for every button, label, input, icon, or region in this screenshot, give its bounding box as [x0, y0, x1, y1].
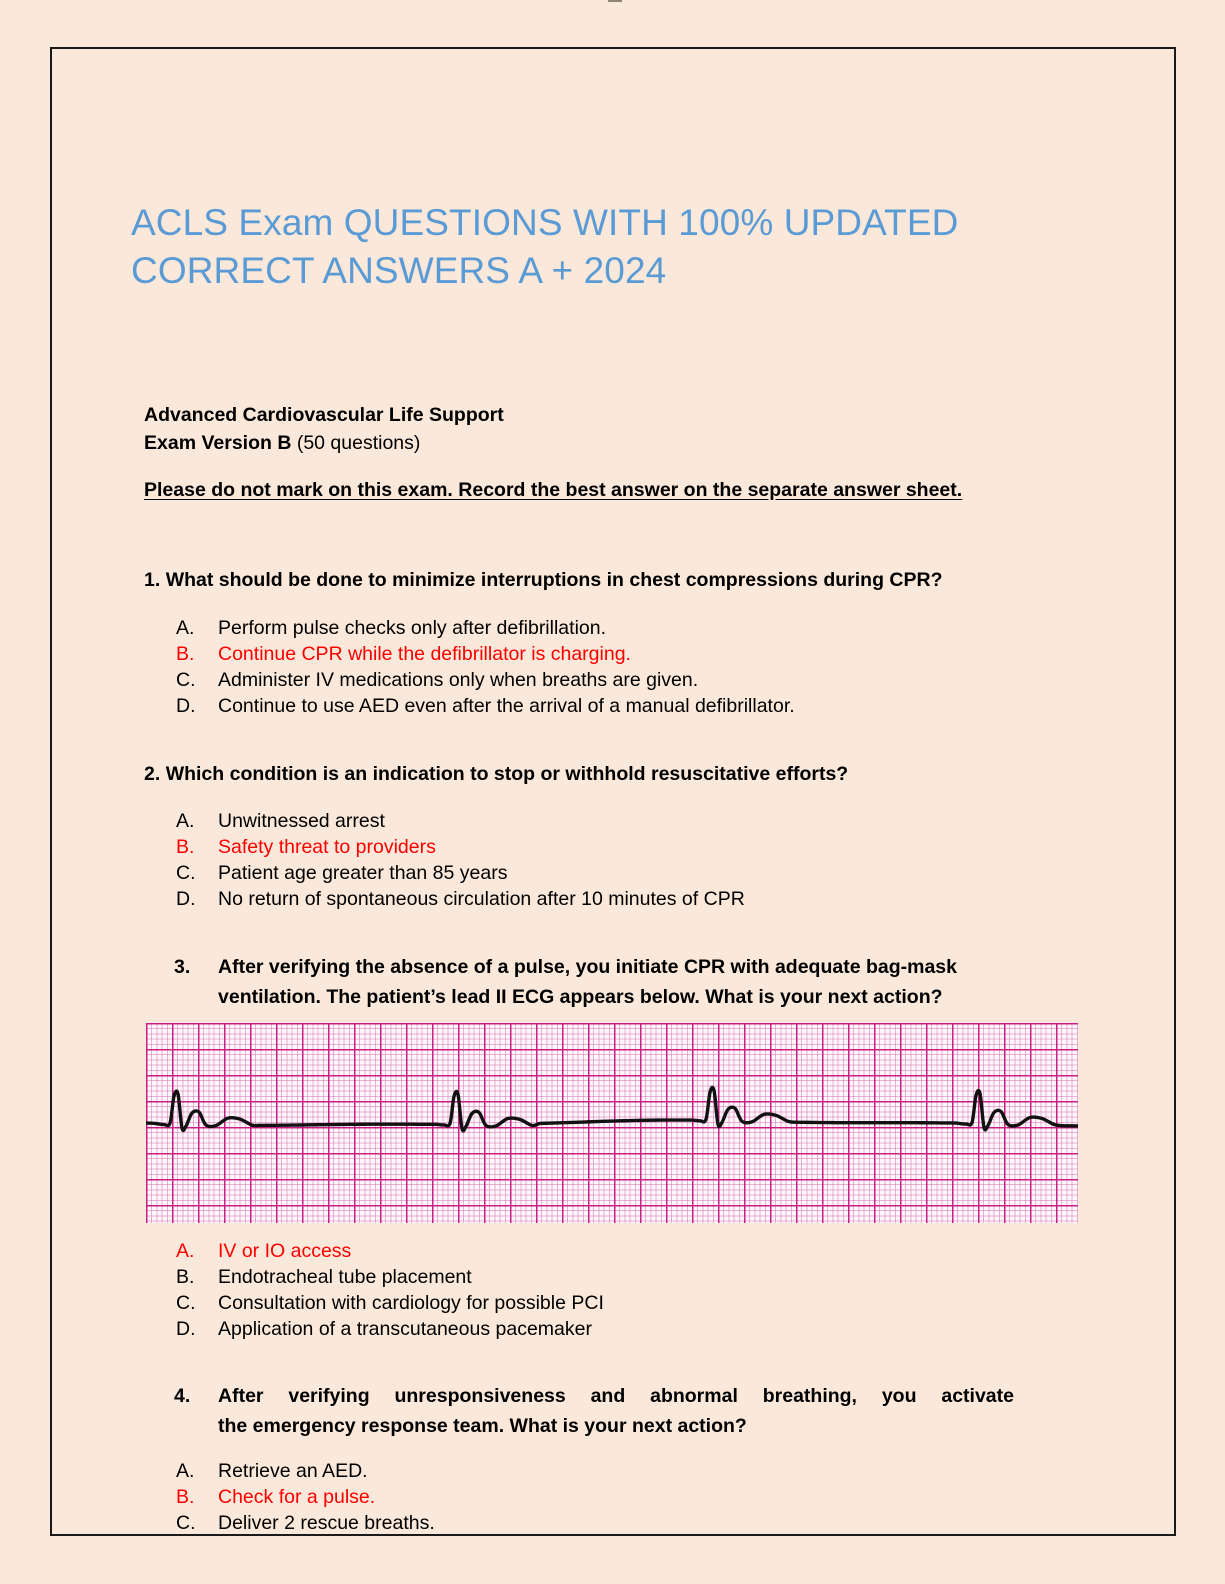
exam-version-label: Exam Version B [144, 432, 292, 454]
option-letter: D. [176, 1318, 196, 1340]
option-text: Deliver 2 rescue breaths. [218, 1512, 435, 1534]
question-2-stem [144, 759, 848, 789]
course-name: Advanced Cardiovascular Life Support [144, 404, 504, 426]
option-text: Unwitnessed arrest [218, 810, 385, 832]
question-4-text-line2: the emergency response team. What is your next action? [218, 1415, 747, 1437]
option-2a[interactable] [176, 808, 745, 834]
option-text: Check for a pulse. [218, 1486, 376, 1508]
option-letter: A. [176, 617, 195, 639]
option-1d[interactable] [176, 693, 795, 719]
question-1-number: 1. [144, 569, 161, 591]
option-text: Continue CPR while the defibrillator is charging. [218, 643, 631, 665]
option-2b[interactable] [176, 834, 745, 860]
option-letter: D. [176, 888, 196, 910]
question-2-options [176, 808, 745, 912]
option-text: Application of a transcutaneous pacemaker [218, 1318, 592, 1340]
question-3-text-line2: ventilation. The patient’s lead II ECG appears below. What is your next action? [218, 986, 943, 1008]
option-4b[interactable] [176, 1484, 435, 1510]
option-letter: C. [176, 1292, 196, 1314]
exam-question-count: (50 questions) [291, 432, 421, 454]
question-3-stem [174, 952, 1014, 1012]
option-3b[interactable] [176, 1264, 604, 1290]
option-letter: B. [176, 1486, 195, 1508]
option-letter: B. [176, 836, 195, 858]
option-3d[interactable] [176, 1316, 604, 1342]
option-letter: A. [176, 1240, 195, 1262]
option-letter: C. [176, 1512, 196, 1534]
question-4-text-line1: After verifying unresponsiveness and abnormal breathing, you activate [218, 1385, 1014, 1407]
option-1c[interactable] [176, 667, 795, 693]
option-text: Endotracheal tube placement [218, 1266, 472, 1288]
exam-version-line [144, 429, 420, 457]
question-1-options [176, 615, 795, 719]
question-2-text: Which condition is an indication to stop or withhold resuscitative efforts? [165, 763, 849, 785]
exam-instruction: Please do not mark on this exam. Record the best answer on the separate answer sheet. [144, 479, 963, 501]
option-1a[interactable] [176, 615, 795, 641]
ecg-rhythm-strip [146, 1023, 1078, 1223]
question-4-stem [174, 1381, 1014, 1441]
option-letter: C. [176, 862, 196, 884]
option-letter: A. [176, 1460, 195, 1482]
option-3a[interactable] [176, 1238, 604, 1264]
option-text: Administer IV medications only when breaths are given. [218, 669, 699, 691]
option-1b[interactable] [176, 641, 795, 667]
question-1-text: What should be done to minimize interruptions in chest compressions during CPR? [165, 569, 943, 591]
option-2d[interactable] [176, 886, 745, 912]
question-1-stem [144, 565, 943, 595]
option-letter: B. [176, 643, 195, 665]
option-letter: B. [176, 1266, 195, 1288]
option-3c[interactable] [176, 1290, 604, 1316]
question-3-number: 3. [174, 956, 191, 978]
page-title: ACLS Exam QUESTIONS WITH 100% UPDATED CORRECT ANSWERS A + 2024 [131, 202, 959, 291]
option-text: Retrieve an AED. [218, 1460, 368, 1482]
option-text: Perform pulse checks only after defibrillation. [218, 617, 607, 639]
question-3-options [176, 1238, 604, 1342]
question-4-number: 4. [174, 1385, 191, 1407]
question-4-options [176, 1458, 435, 1536]
option-text: Consultation with cardiology for possible PCI [218, 1292, 604, 1314]
option-text: Safety threat to providers [218, 836, 436, 858]
option-letter: C. [176, 669, 196, 691]
question-2-number: 2. [144, 763, 161, 785]
option-4a[interactable] [176, 1458, 435, 1484]
option-letter: A. [176, 810, 195, 832]
option-4c[interactable] [176, 1510, 435, 1536]
option-2c[interactable] [176, 860, 745, 886]
option-text: IV or IO access [218, 1240, 352, 1262]
question-3-text-line1: After verifying the absence of a pulse, you initiate CPR with adequate bag-mask [218, 956, 958, 978]
option-text: No return of spontaneous circulation after 10 minutes of CPR [218, 888, 745, 910]
option-text: Continue to use AED even after the arrival of a manual defibrillator. [218, 695, 795, 717]
option-letter: D. [176, 695, 196, 717]
ecg-waveform [146, 1023, 1078, 1223]
option-text: Patient age greater than 85 years [218, 862, 508, 884]
